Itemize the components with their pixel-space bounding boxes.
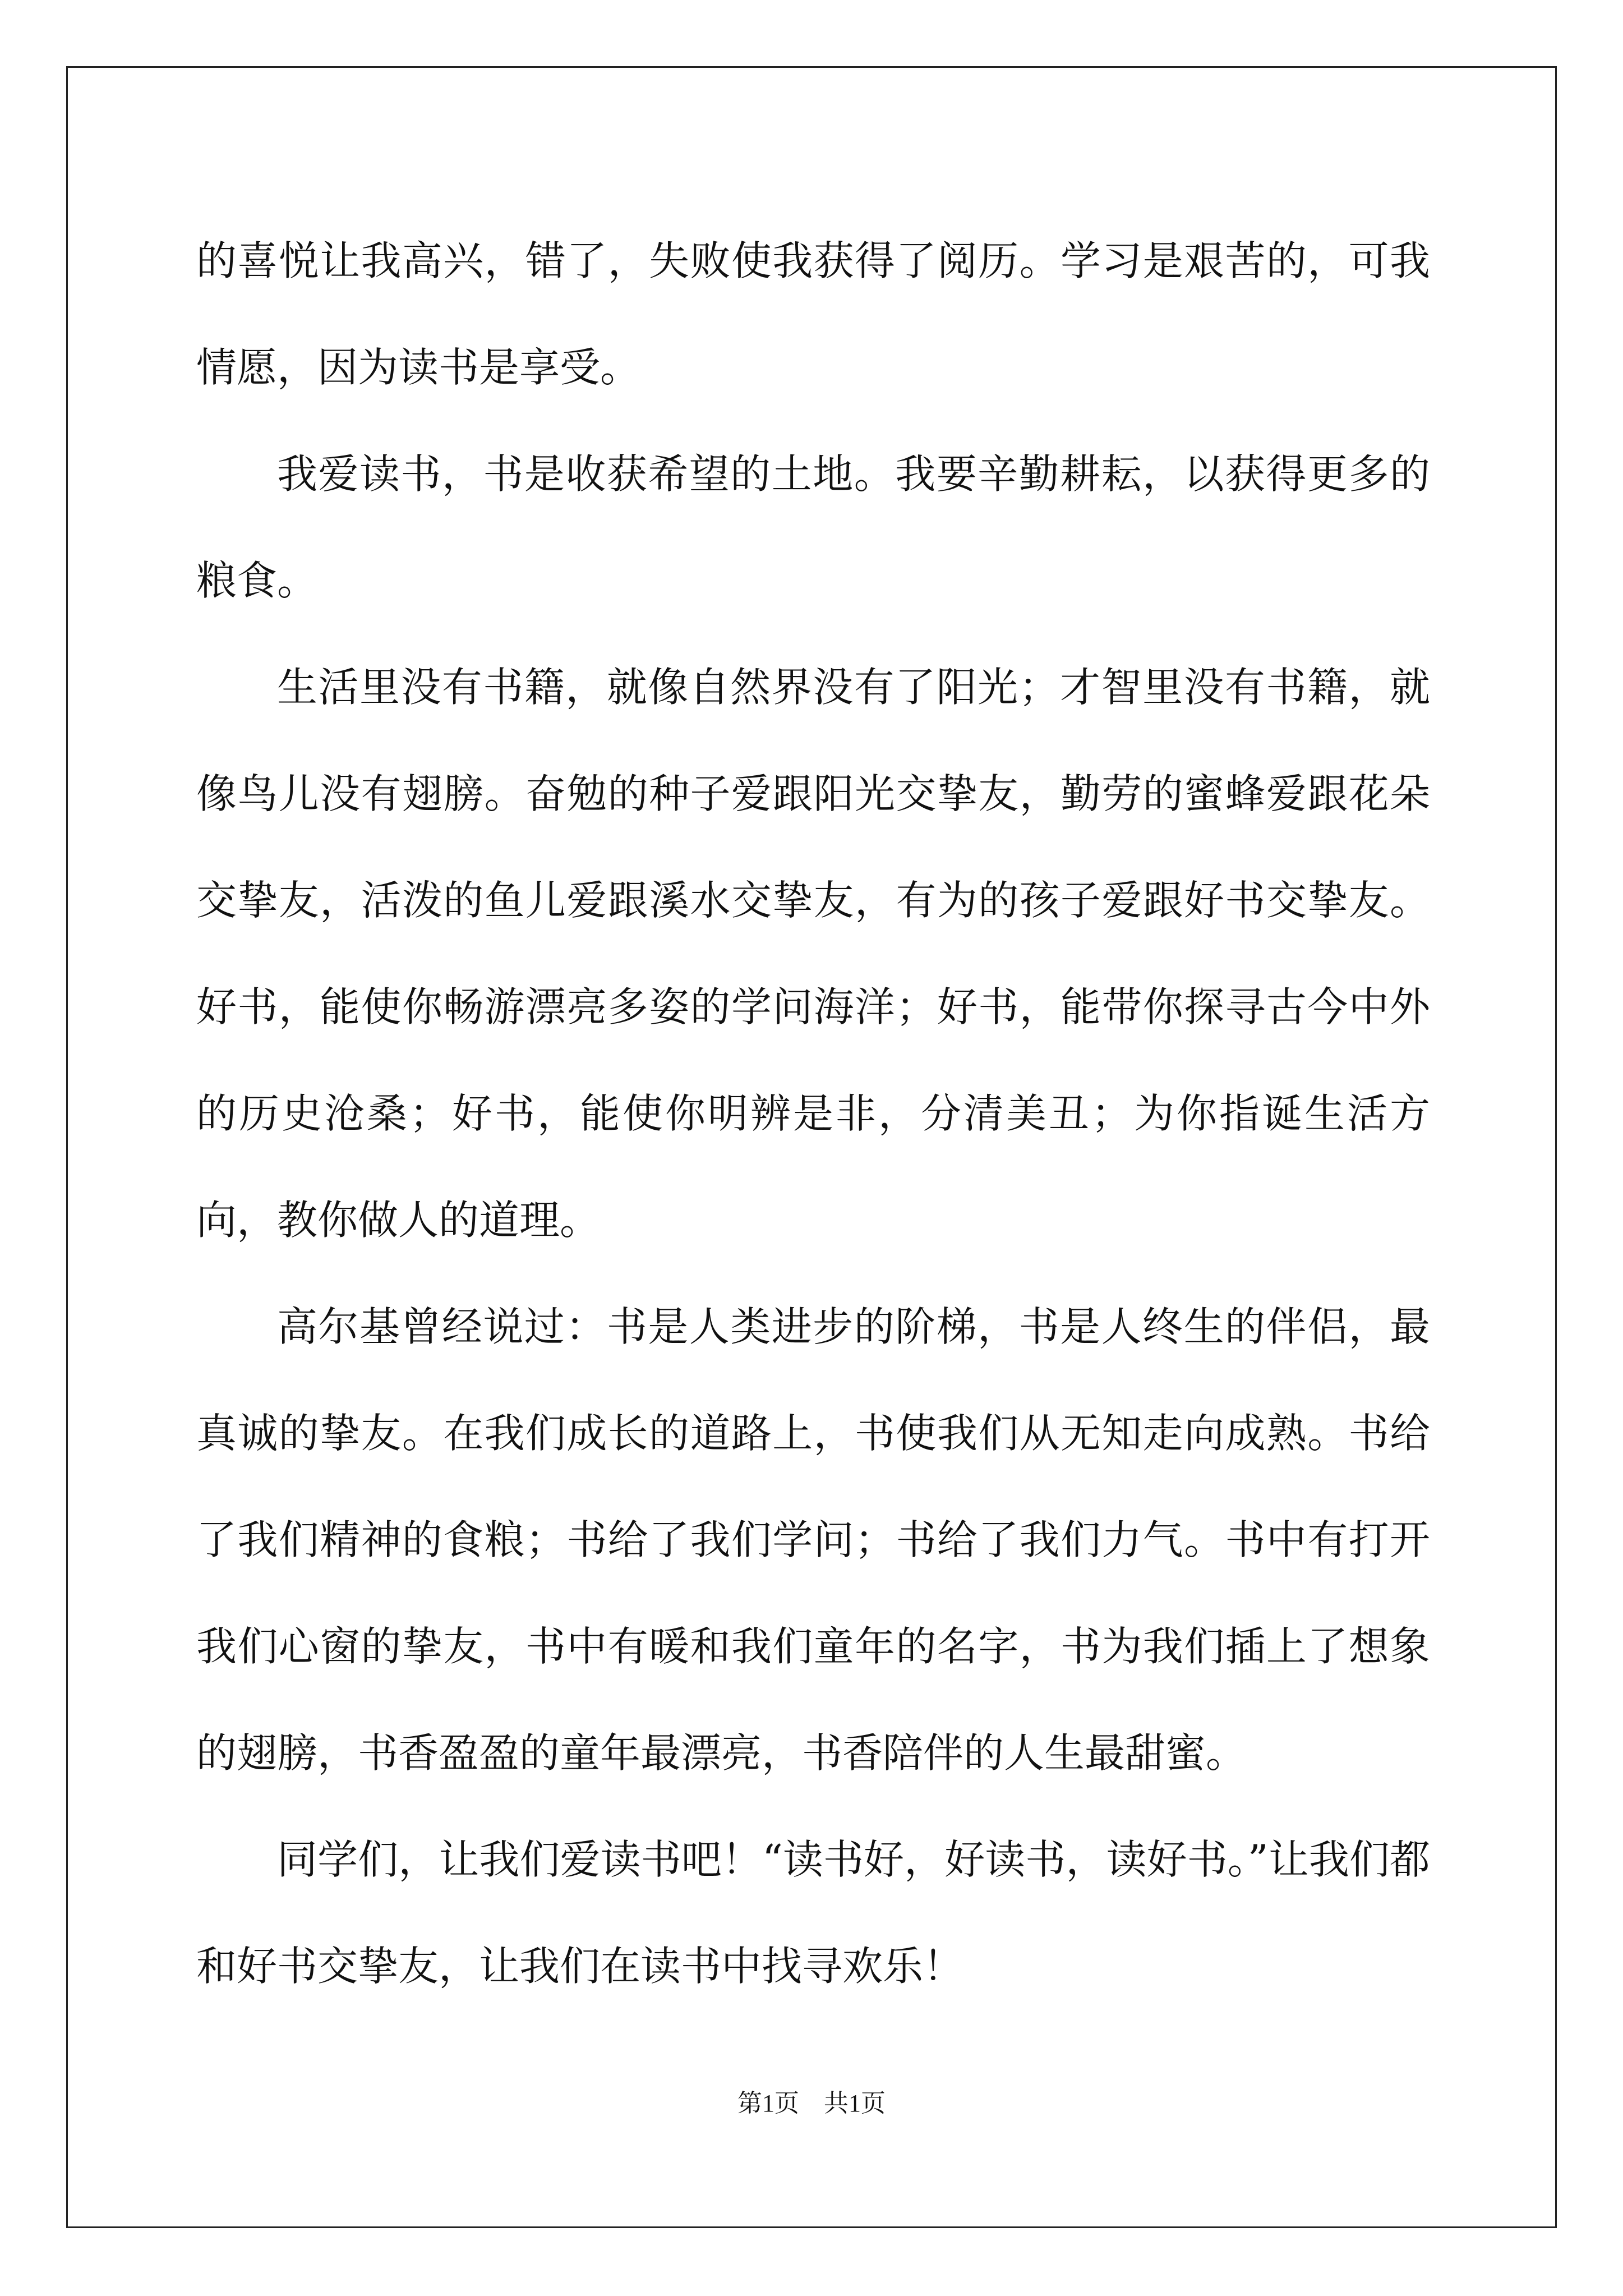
paragraph-5: 同学们，让我们爱读书吧！“读书好，好读书，读好书。”让我们都和好书交挚友，让我们在读书中找寻欢乐！ xyxy=(196,1836,1430,1990)
document-body xyxy=(196,208,1430,2019)
paragraph-4: 高尔基曾经说过：书是人类进步的阶梯，书是人终生的伴侣，最真诚的挚友。在我们成长的道路上，书使我们从无知走向成熟。书给了我们精神的食粮；书给了我们学问；书给了我们力气。书中有打开我们心窗的挚友，书中有暖和我们童年的名字，书为我们插上了想象的翅膀，书香盈盈的童年最漂亮，书香陪伴的人生最甜蜜。 xyxy=(196,1303,1430,1777)
paragraph-2: 我爱读书，书是收获希望的土地。我要辛勤耕耘，以获得更多的粮食。 xyxy=(196,450,1430,604)
paragraph-1: 的喜悦让我高兴，错了，失败使我获得了阅历。学习是艰苦的，可我情愿，因为读书是享受。 xyxy=(196,237,1430,391)
paragraph-3: 生活里没有书籍，就像自然界没有了阳光；才智里没有书籍，就像鸟儿没有翅膀。奋勉的种子爱跟阳光交挚友，勤劳的蜜蜂爱跟花朵交挚友，活泼的鱼儿爱跟溪水交挚友，有为的孩子爱跟好书交挚友。好书，能使你畅游漂亮多姿的学问海洋；好书，能带你探寻古今中外的历史沧桑；好书，能使你明辨是非，分清美丑；为你指诞生活方向，教你做人的道理。 xyxy=(196,664,1430,1244)
page-number-footer: 第1页 共1页 xyxy=(737,2090,886,2117)
